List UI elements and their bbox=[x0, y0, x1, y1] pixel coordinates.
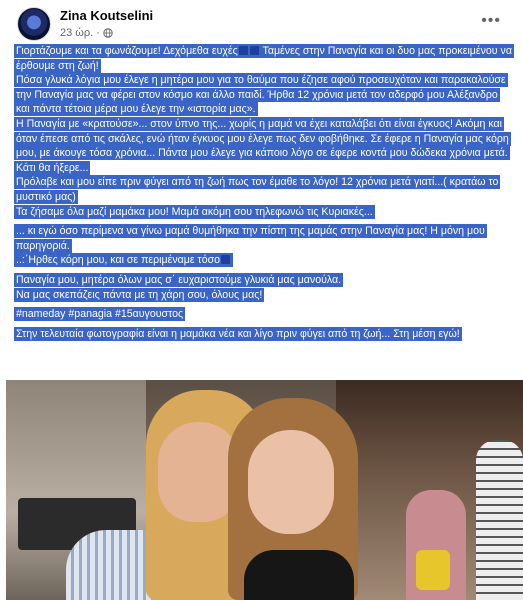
post-paragraph bbox=[14, 273, 514, 302]
hashtags[interactable]: #nameday #panagia #15αυγουστος bbox=[16, 308, 184, 321]
text-line: Γιορτάζουμε και τα φωνάζουμε! Δεχόμεθα ευχές bbox=[16, 45, 238, 57]
post-paragraph bbox=[14, 224, 514, 268]
text-line: Πόσα γλυκά λόγια μου έλεγε η μητέρα μου για το θαύμα που έζησε αφού προσευχόταν και παρακαλούσε την Παναγία μας να φέρει στον κόσμο και άλλο παιδί. Ήρθα 12 χρόνια μετά τον αδερφό μου Αλέξανδρο και πάντα τέτοια μέρα μου έλεγε την «ιστορία μας». bbox=[16, 74, 506, 116]
text-line: ..:΄Ηρθες κόρη μου, και σε περιμέναμε τόσο bbox=[16, 254, 221, 267]
author-name[interactable]: Zina Koutselini bbox=[60, 8, 154, 23]
avatar[interactable] bbox=[17, 7, 51, 41]
post-paragraph bbox=[14, 44, 514, 219]
photo-person bbox=[244, 550, 354, 600]
text-line: Παναγία μου, μητέρα όλων μας σ΄ ευχαριστούμε γλυκιά μας μανούλα. bbox=[16, 273, 342, 286]
text-line: Πρόλαβε και μου είπε πριν φύγει από τη ζωή πως τον έμαθε το λόγο! 12 χρόνια μετά γιατί...( κρατάω το μυστικό μας) bbox=[16, 176, 499, 203]
photo-person bbox=[476, 440, 523, 600]
globe-icon[interactable] bbox=[103, 28, 113, 38]
post-paragraph bbox=[14, 307, 514, 322]
text-line: Στην τελευταία φωτογραφία είναι η μαμάκα νέα και λίγο πριν φύγει από τη ζωή... Στη μέση εγώ! bbox=[16, 327, 460, 340]
meta-separator: · bbox=[96, 27, 100, 39]
heart-icon bbox=[221, 255, 230, 264]
photo-person bbox=[248, 430, 334, 534]
more-options-icon[interactable]: ••• bbox=[481, 12, 501, 29]
post-text bbox=[14, 44, 514, 346]
heart-icon bbox=[239, 46, 248, 55]
post-meta bbox=[60, 27, 113, 39]
text-line: ... κι εγώ όσο περίμενα να γίνω μαμά θυμήθηκα την πίστη της μαμάς στην Παναγία μας! Η μόνη μου παρηγοριά. bbox=[16, 225, 485, 252]
post-header bbox=[0, 0, 523, 42]
photo-bag bbox=[416, 550, 450, 590]
post-photo[interactable] bbox=[6, 380, 523, 600]
text-line: Τα ζήσαμε όλα μαζί μαμάκα μου! Μαμά ακόμη σου τηλεφωνώ τις Κυριακές... bbox=[16, 205, 373, 218]
heart-icon bbox=[250, 46, 259, 55]
text-line: Η Παναγία με «κρατούσε»... στον ύπνο της... χωρίς η μαμά να έχει καταλάβει ότι είναι έγκυος! Ακόμη και όταν έπεσε από τις σκάλες, ενώ ήταν έγκυος μου έλεγε πως δεν φοβήθηκε. Σε έφερε η Παναγία μας κόρη μου, με άκουγε τόσα χρόνια... Πάντα μου έλεγε για κάποιο λόγο σε έφερε κοντά μου δώδεκα χρόνια μετά. Κάτι θα ήξερε... bbox=[16, 117, 509, 174]
text-line: Ταμένες στην Παναγία και οι δυο μας προκειμένου να έρθουμε στη ζωή! bbox=[16, 45, 512, 72]
post-time[interactable]: 23 ώρ. bbox=[60, 27, 94, 39]
text-line: Να μας σκεπάζεις πάντα με τη χάρη σου, όλους μας! bbox=[16, 288, 263, 301]
post-paragraph bbox=[14, 327, 514, 342]
